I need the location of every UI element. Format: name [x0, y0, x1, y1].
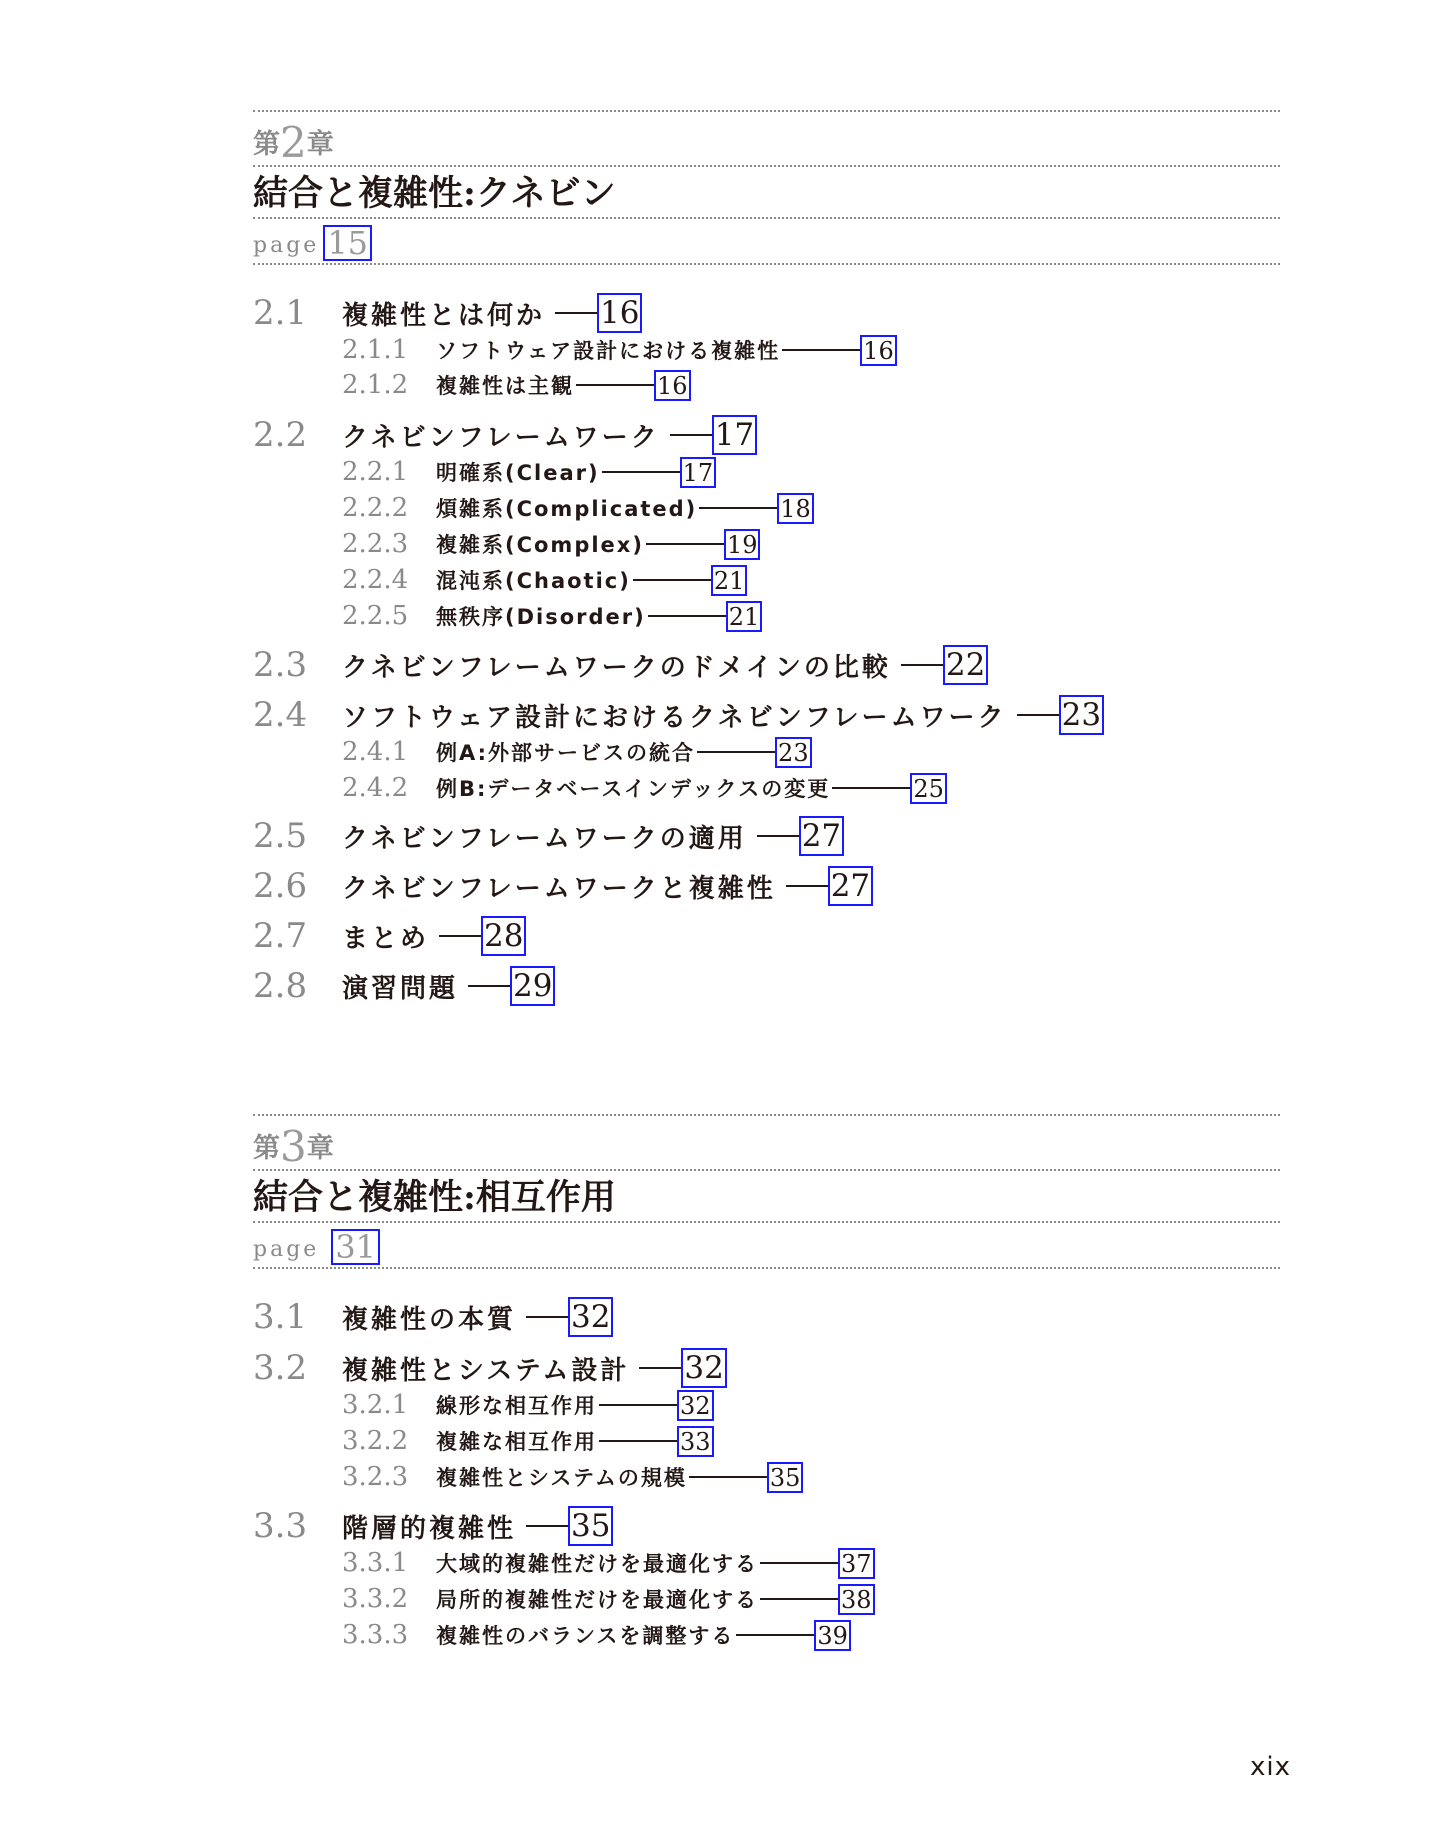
- leader-line: [599, 1440, 677, 1442]
- page-link[interactable]: 29: [510, 966, 555, 1006]
- page-link[interactable]: 22: [943, 645, 988, 685]
- leader-line: [602, 471, 680, 473]
- divider: [253, 1169, 1280, 1171]
- toc-subsection: 3.3.3 複雑性のバランスを調整する 39: [253, 1618, 851, 1652]
- page-link[interactable]: 27: [828, 866, 873, 906]
- chapter-label: 第2章: [253, 118, 334, 167]
- page-link[interactable]: 39: [814, 1620, 851, 1651]
- leader-line: [599, 1404, 677, 1406]
- page-link[interactable]: 38: [838, 1584, 875, 1615]
- leader-line: [736, 1634, 814, 1636]
- toc-section: 3.3 階層的複雑性 35: [253, 1503, 613, 1549]
- divider: [253, 1114, 1280, 1116]
- page-link[interactable]: 37: [838, 1548, 875, 1579]
- page-link[interactable]: 32: [677, 1390, 714, 1421]
- leader-line: [901, 664, 943, 666]
- leader-line: [648, 615, 726, 617]
- toc-subsection: 3.2.1 線形な相互作用 32: [253, 1388, 714, 1422]
- page-link[interactable]: 17: [712, 415, 757, 455]
- toc-subsection: 2.1.1 ソフトウェア設計における複雑性 16: [253, 333, 897, 367]
- chapter-title: 結合と複雑性:相互作用: [253, 1177, 616, 1218]
- toc-subsection: 2.4.1 例A:外部サービスの統合 23: [253, 735, 812, 769]
- leader-line: [699, 507, 777, 509]
- page-link[interactable]: 27: [799, 816, 844, 856]
- leader-line: [646, 543, 724, 545]
- leader-line: [526, 1525, 568, 1527]
- chapter-title: 結合と複雑性:クネビン: [253, 173, 616, 214]
- chapter-start-page: page 31: [253, 1229, 380, 1265]
- divider: [253, 110, 1280, 112]
- toc-section: 2.7 まとめ 28: [253, 913, 526, 959]
- toc-section: 2.1 複雑性とは何か 16: [253, 290, 642, 336]
- leader-line: [782, 349, 860, 351]
- page-link[interactable]: 21: [711, 565, 748, 596]
- leader-line: [760, 1562, 838, 1564]
- toc-subsection: 3.3.1 大域的複雑性だけを最適化する 37: [253, 1546, 875, 1580]
- page-link[interactable]: 17: [680, 457, 717, 488]
- toc-subsection: 3.2.2 複雑な相互作用 33: [253, 1424, 714, 1458]
- toc-section: 2.2 クネビンフレームワーク 17: [253, 412, 757, 458]
- leader-line: [689, 1476, 767, 1478]
- leader-line: [786, 885, 828, 887]
- divider: [253, 263, 1280, 265]
- page-link[interactable]: 35: [767, 1462, 804, 1493]
- toc-section: 2.5 クネビンフレームワークの適用 27: [253, 813, 844, 859]
- page-link[interactable]: 16: [654, 370, 691, 401]
- divider: [253, 1267, 1280, 1269]
- page-link[interactable]: 32: [568, 1297, 613, 1337]
- toc-subsection: 2.1.2 複雑性は主観 16: [253, 368, 691, 402]
- page-link[interactable]: 25: [910, 773, 947, 804]
- leader-line: [576, 384, 654, 386]
- toc-section: 3.2 複雑性とシステム設計 32: [253, 1345, 727, 1391]
- chapter-start-page: page 15: [253, 225, 372, 261]
- page-number-footer: xix: [1250, 1752, 1291, 1782]
- toc-section: 2.6 クネビンフレームワークと複雑性 27: [253, 863, 873, 909]
- toc-subsection: 2.2.3 複雑系(Complex) 19: [253, 527, 760, 561]
- page-link[interactable]: 16: [860, 335, 897, 366]
- toc-subsection: 2.2.5 無秩序(Disorder) 21: [253, 599, 762, 633]
- leader-line: [670, 434, 712, 436]
- leader-line: [832, 787, 910, 789]
- toc-section: 2.4 ソフトウェア設計におけるクネビンフレームワーク 23: [253, 692, 1104, 738]
- leader-line: [555, 312, 597, 314]
- page-link[interactable]: 28: [481, 916, 526, 956]
- leader-line: [760, 1598, 838, 1600]
- chapter-label: 第3章: [253, 1122, 334, 1171]
- leader-line: [468, 985, 510, 987]
- toc-section: 3.1 複雑性の本質 32: [253, 1294, 613, 1340]
- leader-line: [697, 751, 775, 753]
- leader-line: [757, 835, 799, 837]
- toc-subsection: 2.2.4 混沌系(Chaotic) 21: [253, 563, 747, 597]
- leader-line: [639, 1367, 681, 1369]
- toc-subsection: 2.4.2 例B:データベースインデックスの変更 25: [253, 771, 947, 805]
- divider: [253, 217, 1280, 219]
- leader-line: [1017, 714, 1059, 716]
- page-link[interactable]: 19: [724, 529, 761, 560]
- leader-line: [633, 579, 711, 581]
- page-link[interactable]: 23: [1059, 695, 1104, 735]
- page-link[interactable]: 16: [597, 293, 642, 333]
- toc-section: 2.8 演習問題 29: [253, 963, 555, 1009]
- page-link[interactable]: 18: [777, 493, 814, 524]
- divider: [253, 165, 1280, 167]
- toc-section: 2.3 クネビンフレームワークのドメインの比較 22: [253, 642, 988, 688]
- page-link[interactable]: 21: [726, 601, 763, 632]
- page-link[interactable]: 35: [568, 1506, 613, 1546]
- toc-subsection: 3.3.2 局所的複雑性だけを最適化する 38: [253, 1582, 875, 1616]
- page-link[interactable]: 15: [323, 225, 372, 261]
- leader-line: [439, 935, 481, 937]
- page-link[interactable]: 23: [775, 737, 812, 768]
- toc-subsection: 2.2.1 明確系(Clear) 17: [253, 455, 716, 489]
- page-link[interactable]: 31: [331, 1229, 380, 1265]
- toc-subsection: 3.2.3 複雑性とシステムの規模 35: [253, 1460, 803, 1494]
- toc-subsection: 2.2.2 煩雑系(Complicated) 18: [253, 491, 814, 525]
- page-link[interactable]: 32: [681, 1348, 726, 1388]
- page-link[interactable]: 33: [677, 1426, 714, 1457]
- divider: [253, 1221, 1280, 1223]
- leader-line: [526, 1316, 568, 1318]
